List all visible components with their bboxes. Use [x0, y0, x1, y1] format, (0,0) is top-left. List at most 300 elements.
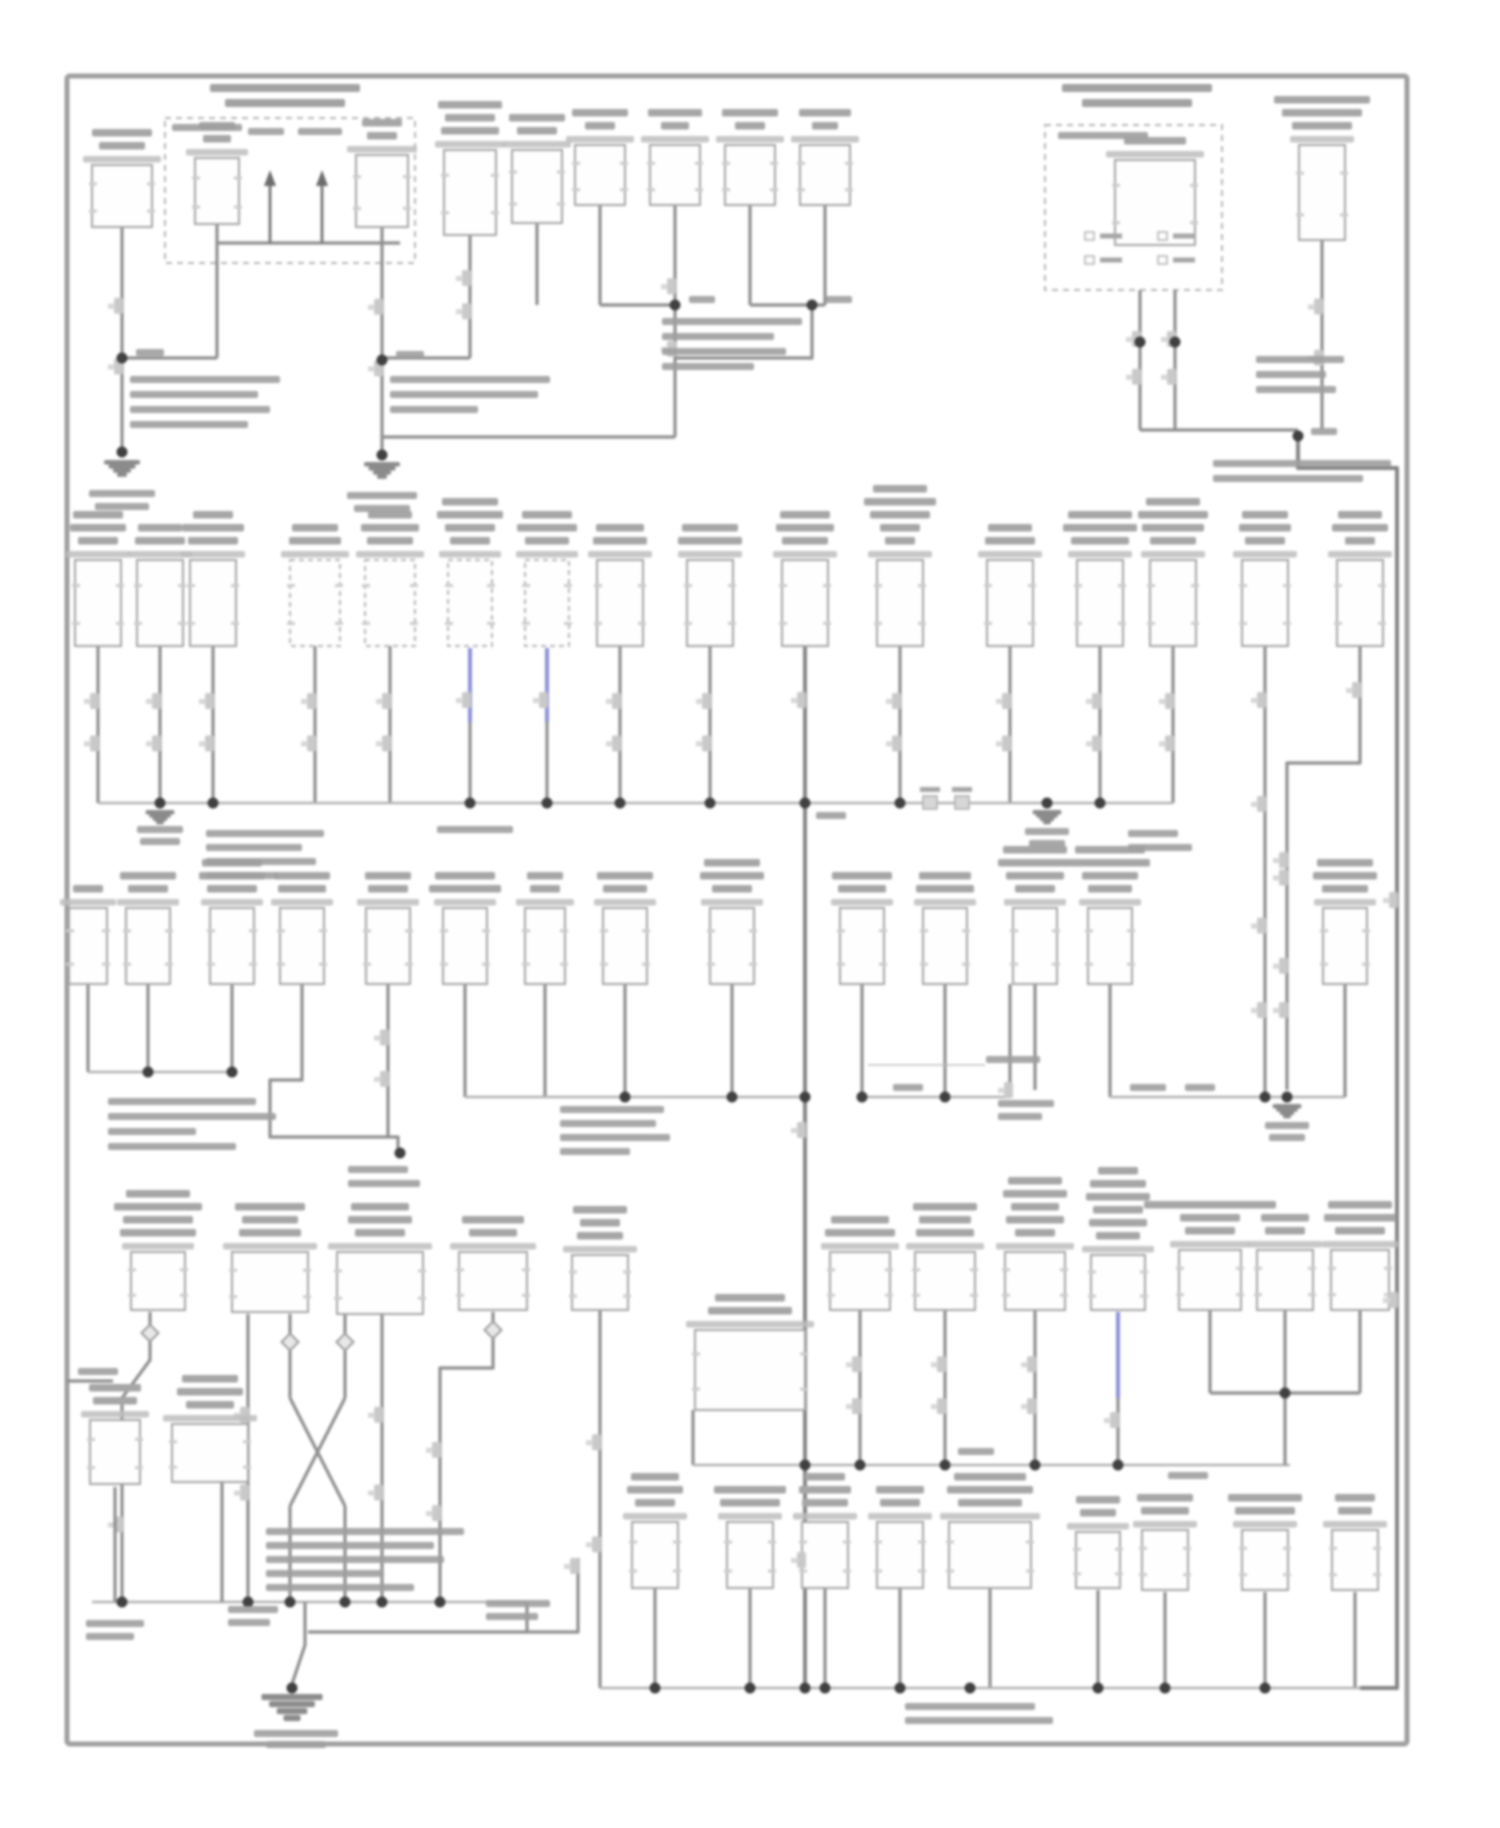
component-box: [572, 1255, 628, 1310]
component-box: [782, 560, 828, 646]
connector-tick-icon: [1110, 1412, 1119, 1428]
junction-dot: [1293, 431, 1304, 442]
component-label-bar: [870, 511, 930, 519]
component-label-bar: [805, 1473, 845, 1481]
pin-mark: [440, 963, 448, 966]
component-label-bar: [368, 511, 412, 519]
component-label-bar: [678, 537, 742, 545]
pin-mark: [123, 929, 131, 932]
component-box: [725, 145, 775, 205]
component-label-bar: [1090, 1180, 1146, 1188]
pin-mark: [487, 584, 495, 587]
component-label-bar: [648, 109, 702, 117]
text-line: [998, 1113, 1042, 1120]
connector-tick-icon: [382, 693, 391, 709]
component-label-bar: [661, 122, 689, 130]
connector-tick-bar: [426, 1448, 433, 1453]
text-line: [108, 1113, 276, 1120]
pin-mark: [1026, 1540, 1034, 1543]
connector-tick-icon: [432, 1442, 441, 1458]
pin-mark: [1328, 1293, 1336, 1296]
pin-mark: [1296, 172, 1304, 175]
pin-mark: [1088, 1270, 1096, 1273]
connector-tick-bar: [374, 1077, 381, 1082]
component-label-bar: [596, 524, 644, 532]
component-box: [448, 560, 492, 646]
component-label-bar: [704, 859, 760, 867]
connector-tick-icon: [667, 278, 676, 294]
component-label-bar: [580, 1219, 620, 1227]
connector-cap-bar: [588, 551, 652, 558]
component-label-bar: [89, 1384, 141, 1392]
pin-mark: [178, 622, 186, 625]
component-label-bar: [509, 114, 565, 122]
component-label-bar: [1141, 1507, 1189, 1515]
connector-tick-bar: [846, 1362, 853, 1367]
pin-mark: [87, 1466, 95, 1469]
pin-mark: [799, 1570, 807, 1573]
connector-tick-bar: [564, 1564, 571, 1569]
component-label-bar: [1338, 511, 1382, 519]
pin-mark: [1334, 622, 1342, 625]
component-box: [632, 1522, 678, 1588]
pin-mark: [695, 188, 703, 191]
connector-cap-bar: [83, 156, 161, 163]
junction-dot: [285, 1597, 296, 1608]
junction-dot: [208, 798, 219, 809]
text-line: [266, 1741, 326, 1748]
arrow-up-icon: [316, 170, 328, 186]
component-label-bar: [1068, 511, 1132, 519]
component-label-bar: [138, 524, 182, 532]
text-line: [130, 391, 258, 398]
pin-mark: [89, 210, 97, 213]
component-box: [1323, 908, 1367, 984]
component-label-bar: [799, 109, 851, 117]
text-line: [1256, 371, 1326, 378]
title-text-line: [210, 84, 360, 92]
pin-mark: [147, 210, 155, 213]
component-box: [987, 560, 1033, 646]
connector-tick-icon: [702, 735, 711, 751]
component-label-bar: [135, 537, 185, 545]
pin-mark: [169, 1466, 177, 1469]
junction-dot: [800, 1683, 811, 1694]
component-box: [1242, 1530, 1288, 1590]
text-line: [390, 376, 550, 383]
component-label-bar: [1080, 1509, 1116, 1517]
connector-cap-bar: [718, 1513, 782, 1520]
text-line: [266, 1556, 444, 1563]
component-label-bar: [919, 1216, 971, 1224]
component-box: [1005, 1252, 1065, 1310]
pin-mark: [1002, 1294, 1010, 1297]
pin-mark: [123, 963, 131, 966]
pin-mark: [277, 929, 285, 932]
connector-tick-bar: [791, 1558, 798, 1563]
component-label-bar: [802, 1499, 848, 1507]
pin-mark: [229, 1295, 237, 1298]
pin-mark: [178, 584, 186, 587]
component-box: [337, 1252, 423, 1314]
connector-tick-bar: [1251, 1008, 1258, 1013]
pin-mark: [874, 1540, 882, 1543]
pin-mark: [770, 188, 778, 191]
arrow-up-icon: [264, 170, 276, 186]
text-line: [1058, 132, 1148, 139]
text-line: [266, 1542, 434, 1549]
component-box: [1257, 1250, 1313, 1310]
connector-cap-bar: [81, 1411, 149, 1418]
text-line: [986, 1056, 1040, 1063]
pin-mark: [642, 929, 650, 932]
pin-mark: [768, 1570, 776, 1573]
pin-mark: [722, 188, 730, 191]
connector-tick-icon: [797, 1552, 806, 1568]
pin-mark: [779, 622, 787, 625]
pin-mark: [560, 963, 568, 966]
component-label-bar: [527, 872, 563, 880]
pin-mark: [405, 963, 413, 966]
inline-connector-label-bar: [952, 787, 972, 792]
connector-tick-bar: [426, 1511, 433, 1516]
connector-tick-bar: [456, 698, 463, 703]
connector-tick-icon: [374, 299, 383, 315]
pin-mark: [1384, 1267, 1392, 1270]
component-label-bar: [289, 537, 341, 545]
connector-tick-bar: [533, 698, 540, 703]
inline-connector-icon: [923, 796, 937, 809]
pin-mark: [1191, 584, 1199, 587]
splice-diamond-icon: [485, 1322, 502, 1339]
text-line: [1130, 1084, 1166, 1091]
component-label-bar: [274, 872, 330, 880]
title-text-line: [1062, 84, 1212, 92]
component-label-bar: [114, 1203, 202, 1211]
wire: [292, 1602, 305, 1684]
pin-mark: [879, 963, 887, 966]
text-line: [86, 1620, 144, 1627]
component-label-bar: [958, 1499, 1022, 1507]
pin-mark: [800, 1388, 808, 1391]
connector-cap-bar: [503, 141, 571, 148]
pin-mark: [1340, 213, 1348, 216]
pin-mark: [1183, 1547, 1191, 1550]
pin-mark: [1308, 1267, 1316, 1270]
pin-mark: [234, 176, 242, 179]
connector-cap-bar: [701, 899, 763, 906]
ground-symbol-bar: [1043, 820, 1051, 825]
pin-mark: [66, 929, 74, 932]
component-label-bar: [517, 524, 577, 532]
connector-tick-icon: [307, 693, 316, 709]
connector-tick-icon: [937, 1398, 946, 1414]
pin-mark: [594, 584, 602, 587]
junction-dot: [820, 1683, 831, 1694]
connector-cap-bar: [678, 551, 742, 558]
pin-mark: [1112, 221, 1120, 224]
text-line: [130, 376, 280, 383]
pin-mark: [695, 162, 703, 165]
pin-mark: [303, 1295, 311, 1298]
connector-cap-bar: [594, 899, 656, 906]
inline-connector-label-bar: [920, 787, 940, 792]
connector-tick-icon: [432, 1505, 441, 1521]
text-line: [254, 1730, 338, 1737]
pin-mark: [180, 1294, 188, 1297]
component-box: [525, 908, 565, 984]
connector-tick-bar: [374, 1036, 381, 1041]
connector-cap-bar: [281, 551, 349, 558]
pin-mark: [287, 622, 295, 625]
component-label-bar: [235, 1203, 305, 1211]
component-label-bar: [722, 109, 778, 117]
component-box: [575, 145, 625, 205]
ground-symbol-bar: [109, 464, 136, 469]
pin-mark: [165, 929, 173, 932]
connector-tick-icon: [205, 735, 214, 751]
connector-tick-bar: [586, 1542, 593, 1547]
pin-mark: [87, 1438, 95, 1441]
pin-mark: [1147, 584, 1155, 587]
pin-mark: [363, 963, 371, 966]
pin-mark: [673, 1540, 681, 1543]
component-label-bar: [1292, 122, 1352, 130]
pin-mark: [1378, 622, 1386, 625]
text-line: [905, 1703, 1035, 1710]
pin-mark: [770, 162, 778, 165]
text-line: [1168, 1472, 1208, 1479]
pin-mark: [1283, 622, 1291, 625]
connector-tick-bar: [84, 741, 91, 746]
text-line: [108, 1143, 236, 1150]
component-label-bar: [239, 1229, 301, 1237]
pin-mark: [1239, 1573, 1247, 1576]
component-label-bar: [1150, 537, 1196, 545]
component-label-bar: [1071, 537, 1129, 545]
text-line: [228, 1606, 278, 1613]
pin-mark: [1373, 1547, 1381, 1550]
connector-cap-bar: [793, 1513, 857, 1520]
component-label-bar: [825, 1229, 895, 1237]
text-line: [108, 1128, 196, 1135]
component-box: [1091, 1255, 1145, 1310]
pin-mark: [72, 584, 80, 587]
text-line: [1256, 386, 1336, 393]
component-label-bar: [1003, 1190, 1067, 1198]
component-label-bar: [603, 885, 647, 893]
text-line: [206, 844, 302, 851]
pin-mark: [569, 1270, 577, 1273]
component-label-bar: [442, 498, 498, 506]
pin-mark: [1176, 1293, 1184, 1296]
connector-tick-bar: [368, 366, 375, 371]
connector-cap-bar: [1233, 1521, 1297, 1528]
component-label-bar: [435, 872, 495, 880]
component-box: [840, 908, 884, 984]
title-text-line: [1082, 99, 1192, 107]
ground-symbol-bar: [377, 474, 387, 479]
connector-cap-bar: [940, 1513, 1040, 1520]
pin-mark: [1320, 929, 1328, 932]
pin-mark: [557, 170, 565, 173]
pin-mark: [1236, 1267, 1244, 1270]
connector-cap-bar: [1141, 551, 1205, 558]
junction-dot: [542, 798, 553, 809]
pin-mark: [638, 622, 646, 625]
pin-mark: [1074, 622, 1082, 625]
pin-mark: [1308, 1293, 1316, 1296]
pin-mark: [572, 188, 580, 191]
pin-mark: [1334, 584, 1342, 587]
junction-dot: [807, 300, 818, 311]
pin-mark: [362, 584, 370, 587]
text-line: [172, 124, 242, 131]
component-label-bar: [780, 511, 830, 519]
pin-mark: [1283, 1573, 1291, 1576]
connector-cap-bar: [122, 1243, 194, 1250]
pin-mark: [1026, 1570, 1034, 1573]
connector-tick-bar: [199, 699, 206, 704]
connector-tick-bar: [1251, 924, 1258, 929]
pin-mark: [1329, 1547, 1337, 1550]
pin-mark: [749, 929, 757, 932]
connector-cap-bar: [831, 899, 893, 906]
component-label-bar: [799, 1486, 851, 1494]
connector-tick-icon: [374, 1407, 383, 1423]
connector-cap-bar: [563, 1246, 637, 1253]
fuse-icon: [1085, 256, 1094, 264]
splice-diamond-icon: [142, 1325, 159, 1342]
pin-mark: [800, 1352, 808, 1355]
connector-cap-bar: [357, 899, 419, 906]
pin-mark: [410, 622, 418, 625]
component-label-bar: [735, 122, 765, 130]
pin-mark: [403, 175, 411, 178]
pin-mark: [229, 1269, 237, 1272]
component-box: [75, 560, 121, 646]
component-label-bar: [782, 537, 828, 545]
connector-tick-icon: [1279, 958, 1288, 974]
pin-mark: [638, 584, 646, 587]
ground-symbol-bar: [113, 468, 131, 473]
component-label-bar: [1003, 846, 1067, 854]
component-label-bar: [577, 1232, 623, 1240]
component-label-bar: [368, 885, 408, 893]
pin-mark: [522, 1294, 530, 1297]
text-line: [1128, 844, 1192, 851]
component-label-bar: [1180, 1214, 1240, 1222]
component-label-bar: [177, 1388, 243, 1396]
junction-dot: [1135, 337, 1146, 348]
pin-mark: [72, 622, 80, 625]
junction-dot: [287, 1683, 298, 1694]
pin-mark: [1085, 929, 1093, 932]
component-box: [131, 1252, 185, 1310]
connector-tick-bar: [996, 741, 1003, 746]
pin-mark: [1060, 1294, 1068, 1297]
connector-tick-icon: [307, 735, 316, 751]
connector-tick-icon: [1389, 892, 1398, 908]
pin-mark: [1140, 1270, 1148, 1273]
text-line: [348, 1166, 408, 1173]
splice-diamond-icon: [282, 1334, 299, 1351]
junction-dot: [117, 447, 128, 458]
component-box: [830, 1252, 890, 1310]
component-label-bar: [351, 1203, 409, 1211]
component-label-bar: [1185, 1227, 1235, 1235]
junction-dot: [465, 798, 476, 809]
pin-mark: [779, 584, 787, 587]
pin-mark: [1329, 1573, 1337, 1576]
text-line: [893, 1084, 923, 1091]
pin-mark: [353, 175, 361, 178]
component-label-bar: [193, 511, 233, 519]
pin-mark: [920, 963, 928, 966]
component-label-bar: [182, 524, 244, 532]
junction-dot: [155, 798, 166, 809]
component-label-bar: [998, 859, 1072, 867]
pin-mark: [620, 188, 628, 191]
pin-mark: [984, 584, 992, 587]
connector-cap-bar: [906, 1243, 984, 1250]
component-label-bar: [812, 122, 838, 130]
component-box: [710, 908, 754, 984]
connector-cap-bar: [1323, 1521, 1387, 1528]
component-label-bar: [437, 511, 503, 519]
connector-tick-icon: [612, 735, 621, 751]
connector-cap-bar: [1233, 551, 1297, 558]
pin-mark: [1118, 584, 1126, 587]
component-box: [290, 560, 340, 646]
connector-tick-icon: [797, 692, 806, 708]
connector-tick-icon: [1279, 869, 1288, 885]
connector-tick-icon: [852, 1356, 861, 1372]
connector-tick-icon: [592, 1536, 601, 1552]
component-box: [727, 1522, 773, 1588]
component-label-bar: [462, 1216, 524, 1224]
pin-mark: [207, 963, 215, 966]
connector-tick-icon: [1257, 796, 1266, 812]
connector-tick-icon: [90, 693, 99, 709]
connector-cap-bar: [435, 141, 505, 148]
inline-connector-icon: [955, 796, 969, 809]
component-label-bar: [712, 885, 752, 893]
connector-tick-icon: [1257, 918, 1266, 934]
component-box: [137, 560, 183, 646]
component-label-bar: [1235, 1507, 1295, 1515]
pin-mark: [231, 622, 239, 625]
pin-mark: [1115, 1548, 1123, 1551]
connector-tick-bar: [606, 699, 613, 704]
text-line: [1025, 828, 1069, 835]
pin-mark: [1139, 1547, 1147, 1550]
pin-mark: [1362, 929, 1370, 932]
text-line: [95, 503, 149, 510]
connector-cap-bar: [686, 1321, 814, 1328]
component-box: [650, 145, 700, 205]
connector-cap-bar: [1067, 1523, 1129, 1530]
pin-mark: [797, 162, 805, 165]
component-box: [459, 1252, 527, 1310]
component-label-bar: [1324, 1214, 1396, 1222]
connector-cap-bar: [868, 551, 932, 558]
component-box: [687, 560, 733, 646]
component-label-bar: [1335, 1494, 1375, 1502]
pin-mark: [946, 1540, 954, 1543]
connector-tick-icon: [1002, 735, 1011, 751]
pin-mark: [491, 211, 499, 214]
